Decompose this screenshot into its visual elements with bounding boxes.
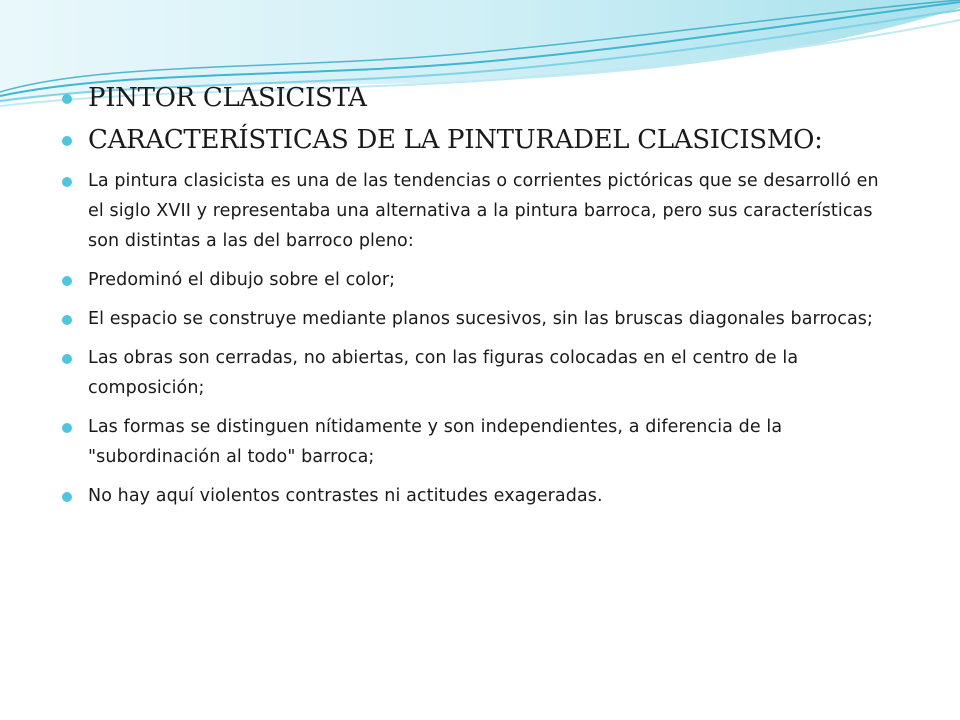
bullet-icon [62,315,72,325]
paragraph-formas [60,412,900,472]
bullet-icon [62,177,72,187]
heading-caracteristicas [60,124,900,156]
paragraph-dibujo [60,265,900,295]
bullet-icon [62,136,72,146]
paragraph-introduction [60,166,900,256]
heading-text: CARACTERÍSTICAS DE LA PINTURADEL CLASICISMO: [88,125,823,155]
heading-pintor-clasicista [60,82,900,114]
bullet-icon [62,276,72,286]
paragraph-text: Las formas se distinguen nítidamente y son independientes, a diferencia de la "subordinación al todo" barroca; [88,417,783,467]
paragraph-text: Predominó el dibujo sobre el color; [88,270,396,290]
paragraph-text: Las obras son cerradas, no abiertas, con las figuras colocadas en el centro de la composición; [88,348,799,398]
paragraph-contrastes [60,481,900,511]
paragraph-obras [60,343,900,403]
bullet-icon [62,492,72,502]
paragraph-text: El espacio se construye mediante planos sucesivos, sin las bruscas diagonales barrocas; [88,309,873,329]
bullet-icon [62,423,72,433]
bullet-icon [62,94,72,104]
heading-text: PINTOR CLASICISTA [88,83,367,113]
paragraph-espacio [60,304,900,334]
paragraph-text: La pintura clasicista es una de las tendencias o corrientes pictóricas que se desarrolló en el siglo XVII y representaba una alternativa a la pintura barroca, pero sus características son distintas a las del barroco pleno: [88,171,879,251]
slide-content [60,82,900,520]
paragraph-text: No hay aquí violentos contrastes ni actitudes exageradas. [88,486,603,506]
bullet-icon [62,354,72,364]
bullet-list [60,82,900,511]
